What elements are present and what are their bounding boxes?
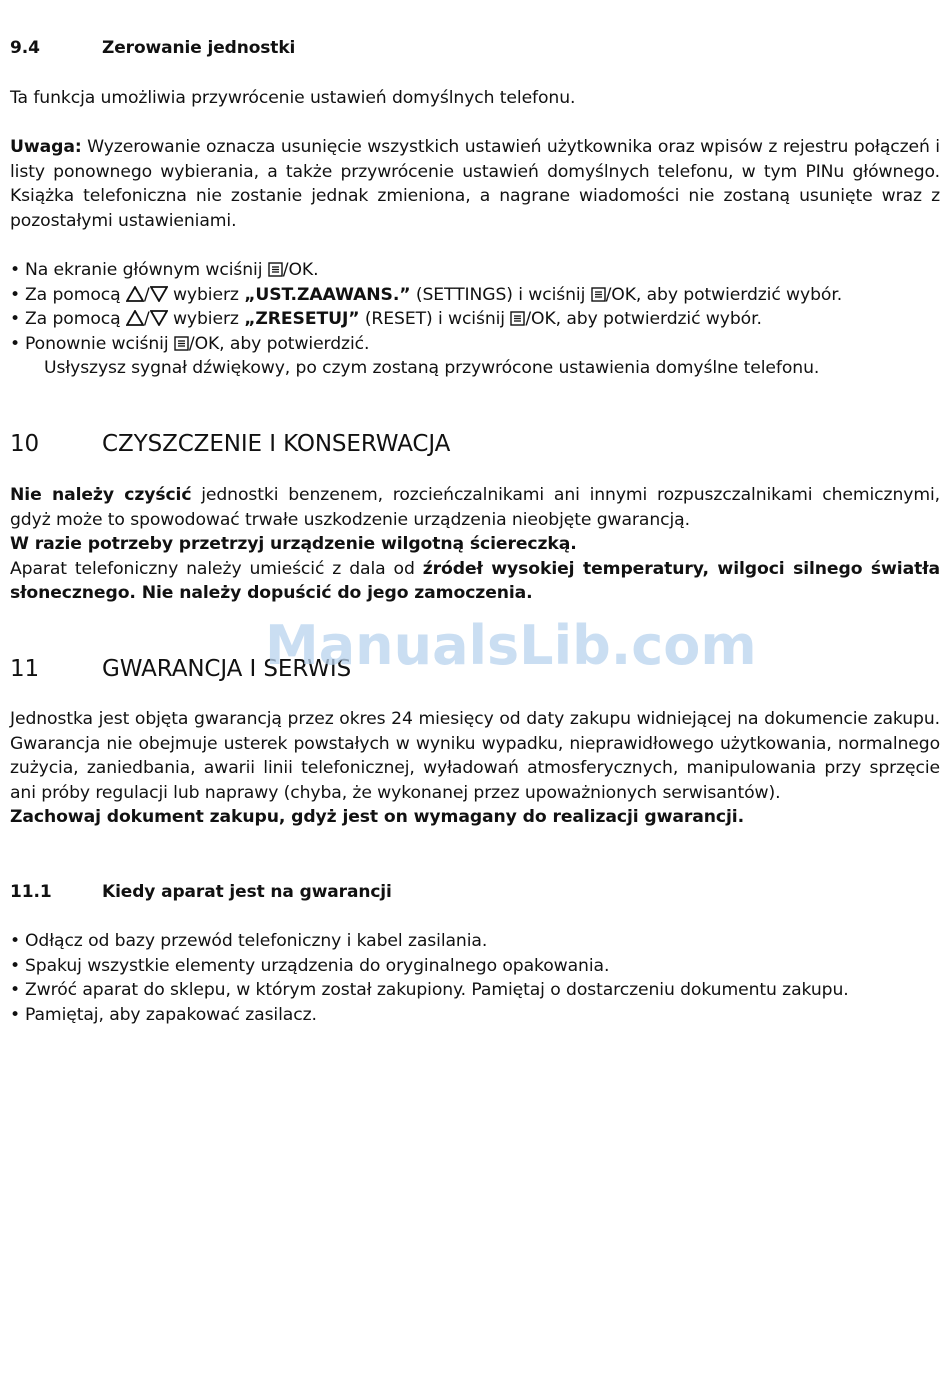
warranty-note: Zachowaj dokument zakupu, gdyż jest on wymagany do realizacji gwarancji. — [10, 807, 745, 828]
section-number: 10 — [10, 431, 40, 457]
list-item: • Za pomocą / wybierz „UST.ZAAWANS.” (SETTINGS) i wciśnij /OK, aby potwierdzić wybór. — [10, 283, 940, 308]
bullet: • — [10, 333, 21, 354]
menu-key-icon — [268, 262, 283, 277]
section-number: 9.4 — [10, 38, 40, 58]
up-triangle-icon — [126, 286, 144, 302]
reset-steps — [10, 258, 940, 381]
list-item: • Na ekranie głównym wciśnij /OK. — [10, 258, 940, 283]
warranty-steps — [10, 929, 940, 1027]
list-item: • Pamiętaj, aby zapakować zasilacz. — [10, 1003, 940, 1028]
note-text: Wyzerowanie oznacza usunięcie wszystkich ustawień użytkownika oraz wpisów z rejestru połączeń i listy ponownego wybierania, a także przywrócenie ustawień domyślnych telefonu, w tym PINu głównego. Książka telefoniczna nie zostanie jednak zmieniona, a nagrane wiadomości nie zostaną usunięte wraz z pozostałymi ustawieniami. — [10, 137, 940, 231]
section-title: CZYSZCZENIE I KONSERWACJA — [102, 431, 451, 457]
menu-option-settings: „UST.ZAAWANS.” — [244, 284, 411, 305]
down-triangle-icon — [150, 286, 168, 302]
section-title: Zerowanie jednostki — [102, 38, 296, 58]
list-item: • Spakuj wszystkie elementy urządzenia do oryginalnego opakowania. — [10, 954, 940, 979]
section-title: GWARANCJA I SERWIS — [102, 656, 352, 682]
up-triangle-icon — [126, 310, 144, 326]
bullet: • — [10, 309, 21, 330]
list-item: • Zwróć aparat do sklepu, w którym został zakupiony. Pamiętaj o dostarczeniu dokumentu zakupu. — [10, 978, 940, 1003]
note-paragraph — [10, 135, 940, 233]
cleaning-instruction: W razie potrzeby przetrzyj urządzenie wilgotną ściereczką. — [10, 534, 577, 555]
result-text: Usłyszysz sygnał dźwiękowy, po czym zostaną przywrócone ustawienia domyślne telefonu. — [44, 358, 820, 379]
bullet: • — [10, 1004, 21, 1025]
watermark: ManualsLib.com — [265, 614, 757, 677]
menu-key-icon — [174, 336, 189, 351]
bullet: • — [10, 260, 21, 280]
down-triangle-icon — [150, 310, 168, 326]
list-item: • Za pomocą / wybierz „ZRESETUJ” (RESET) i wciśnij /OK, aby potwierdzić wybór. — [10, 307, 940, 332]
menu-option-reset: „ZRESETUJ” — [244, 309, 360, 330]
note-label: Uwaga: — [10, 137, 82, 157]
menu-key-icon — [510, 311, 525, 326]
section-title: Kiedy aparat jest na gwarancji — [102, 882, 392, 902]
intro-paragraph: Ta funkcja umożliwia przywrócenie ustawień domyślnych telefonu. — [10, 88, 576, 108]
bullet: • — [10, 980, 21, 1001]
list-item: • Ponownie wciśnij /OK, aby potwierdzić. — [10, 332, 940, 357]
warranty-paragraph: Jednostka jest objęta gwarancją przez okres 24 miesięcy od daty zakupu widniejącej na dokumencie zakupu. Gwarancja nie obejmuje usterek powstałych w wyniku wypadku, nieprawidłowego użytkowania, normalnego zużycia, zaniedbania, awarii linii telefonicznej, wyładowań atmosferycznych, manipulowania przy sprzęcie ani próby regulacji lub naprawy (chyba, że wykonanej przez upoważnionych serwisantów). Zachowaj dokument zakupu, gdyż jest on wymagany do realizacji gwarancji. — [10, 709, 940, 828]
menu-key-icon — [591, 287, 606, 302]
section-number: 11.1 — [10, 882, 52, 902]
bullet: • — [10, 284, 21, 305]
cleaning-paragraph: Nie należy czyścić jednostki benzenem, rozcieńczalnikami ani innymi rozpuszczalnikami chemicznymi, gdyż może to spowodować trwałe uszkodzenie urządzenia nieobjęte gwarancją. W razie potrzeby przetrzyj urządzenie wilgotną ściereczką. Aparat telefoniczny należy umieścić z dala od źródeł wysokiej temperatury, wilgoci silnego światła słonecznego. Nie należy dopuścić do jego zamoczenia. — [10, 485, 940, 604]
section-number: 11 — [10, 656, 40, 682]
bullet: • — [10, 931, 21, 951]
bullet: • — [10, 955, 21, 976]
list-item: • Odłącz od bazy przewód telefoniczny i kabel zasilania. — [10, 929, 940, 954]
